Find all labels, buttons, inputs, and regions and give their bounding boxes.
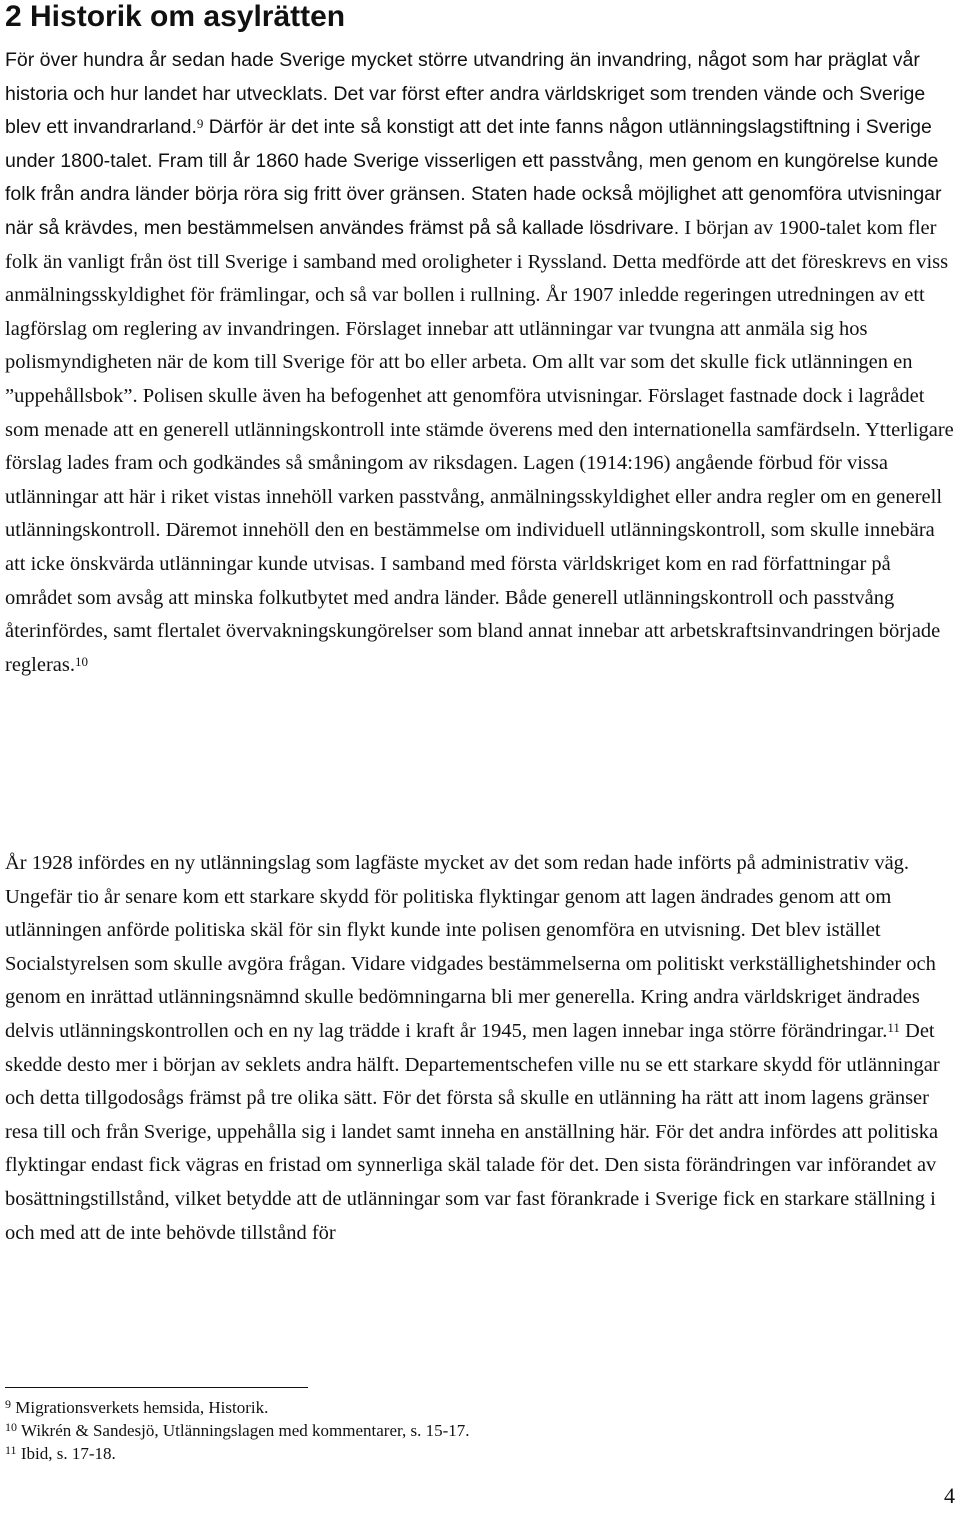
paragraph-2-body-2: Det skedde desto mer i början av seklets andra hälft. Departementschefen ville nu se ett starkare skydd för utlänningar och detta tillgodosågs främst på tre olika sätt. För det första så skulle en utlänning ha rätt att inom lagens gränser resa till och från Sverige, uppehålla sig i landet samt inneha en anställning här. För det andra infördes att politiska flyktingar endast fick vägras en fristad om synnerliga skäl talade för det. Den sista förändringen var införandet av bosättningstillstånd, vilket betydde att de utlänningar som var fast förankrade i Sverige fick en starkare ställning i och med att de inte behövde tillstånd för [5,1019,940,1244]
footnote-item [5,1442,957,1465]
footnotes [5,1396,957,1465]
section-heading: 2 Historik om asylrätten [5,0,346,33]
paragraph-2-body-1: År 1928 infördes en ny utlänningslag som lagfäste mycket av det som redan hade införts på administrativ väg. Ungefär tio år senare kom ett starkare skydd för politiska flyktingar genom att lagen ändrades genom att om utlänningen anförde politiska skäl för sin flykt kunde inte polisen genomföra en utvisning. Det blev istället Socialstyrelsen som skulle avgöra frågan. Vidare vidgades bestämmelserna om politiskt verkställighetshinder och genom en inrättad utlänningsnämnd skulle bedömningarna bli mer generella. Kring andra världskriget ändrades delvis utlänningskontrollen och en ny lag trädde i kraft år 1945, men lagen innebar inga större förändringar. [5,852,936,1042]
paragraph-1 [5,44,957,682]
footnote-text: Migrationsverkets hemsida, Historik. [15,1398,269,1417]
footnote-ref-10: 10 [75,653,88,669]
paragraph-2 [5,847,957,1250]
footnote-text: Ibid, s. 17-18. [20,1444,116,1463]
footnote-ref-9: 9 [196,116,204,132]
footnote-ref-11: 11 [887,1019,900,1035]
paragraph-1-sentence-2: Därför är det inte så konstigt att det inte fanns någon utlänningslagstiftning i Sverige under 1800-talet. Fram till år 1860 hade Sverige visserligen ett passtvång, men genom en kungörelse kunde folk från andra länder börja röra sig fritt över gränsen. Staten hade också möjlighet att genomföra utvisningar när så krävdes, men bestämmelsen användes främst på så kallade lösdrivare. [5,116,942,239]
footnote-number: 11 [5,1443,17,1457]
footnote-item [5,1396,957,1419]
footnote-number: 10 [5,1420,17,1434]
footnote-item [5,1419,957,1442]
page-number: 4 [944,1483,955,1508]
paragraph-1-sentence-1: För över hundra år sedan hade Sverige mycket större utvandring än invandring, något som har präglat vår historia och hur landet har utvecklats. Det var först efter andra världskriget som trenden vände och Sverige blev ett invandrarland. [5,49,926,139]
footnote-number: 9 [5,1397,11,1411]
paragraph-1-body: I början av 1900-talet kom fler folk än vanligt från öst till Sverige i samband med oroligheter i Ryssland. Detta medförde att det föreskrevs en viss anmälningsskyldighet för främlingar, och så var bollen i rullning. År 1907 inledde regeringen utredningen av ett lagförslag om reglering av invandringen. Förslaget innebar att utlänningar var tvungna att anmäla sig hos polismyndigheten när de kom till Sverige för att bo eller arbeta. Om allt var som det skulle fick utlänningen en ”uppehållsbok”. Polisen skulle även ha befogenhet att genomföra utvisningar. Förslaget fastnade dock i lagrådet som menade att en generell utlänningskontroll inte stämde överens med den internationella samfärdseln. Ytterligare förslag lades fram och godkändes så småningom av riksdagen. Lagen (1914:196) angående förbud för vissa utlänningar att här i riket vistas innehöll varken passtvång, anmälningsskyldighet eller andra regler om en generell utlänningskontroll. Däremot innehöll den en bestämmelse om individuell utlänningskontroll, som skulle innebära att icke önskvärda utlänningar kunde utvisas. I samband med första världskriget kom en rad författningar på området som avsåg att minska folkutbytet med andra länder. Både generell utlänningskontroll och passtvång återinfördes, samt flertalet övervakningskungörelser som bland annat innebar att arbetskraftsinvandringen började regleras. [5,216,954,676]
footnote-text: Wikrén & Sandesjö, Utlänningslagen med kommentarer, s. 15-17. [20,1421,470,1440]
footnote-divider [5,1387,308,1388]
